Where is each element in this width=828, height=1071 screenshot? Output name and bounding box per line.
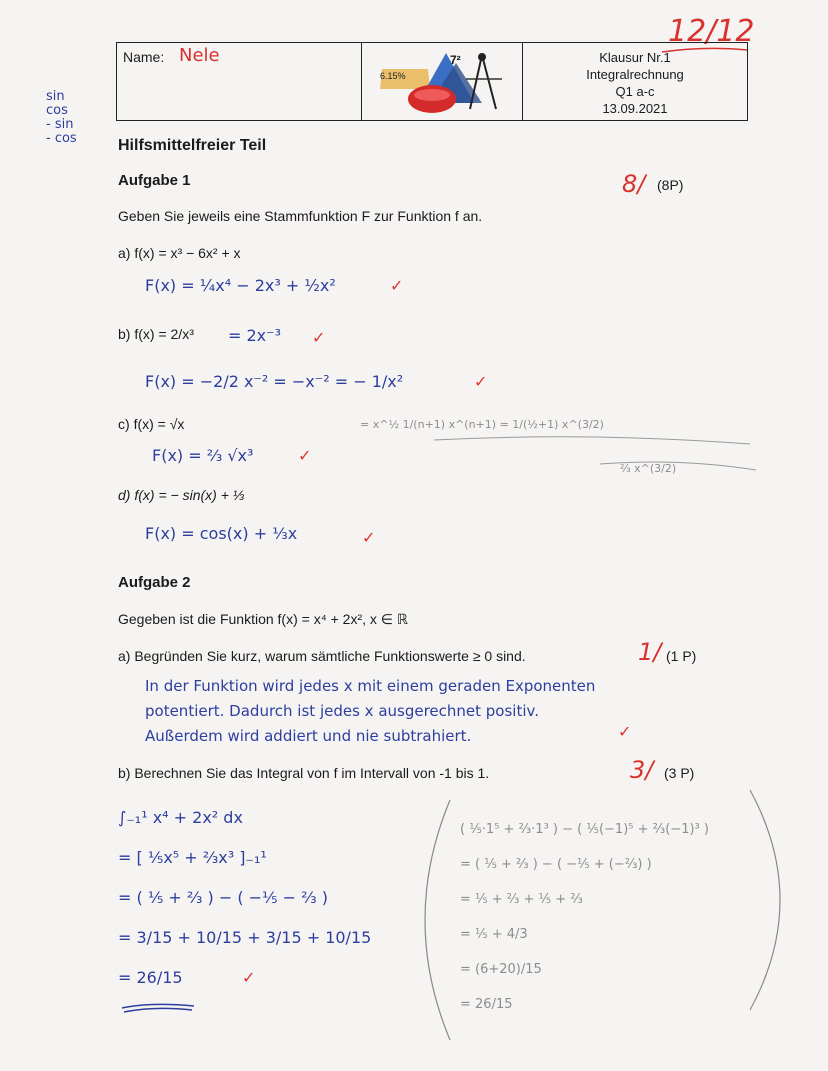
logo-percent: 6.15% <box>380 71 406 81</box>
exam-header <box>116 42 748 121</box>
task1-instruction: Geben Sie jeweils eine Stammfunktion F zur Funktion f an. <box>118 208 483 224</box>
task1-points: (8P) <box>657 177 684 193</box>
margin-note: sin <box>46 89 65 104</box>
work-line: = 26/15 <box>118 968 183 987</box>
task2-b-score: 3/ <box>630 756 654 784</box>
task2-b-question: Berechnen Sie das Integral von f im Intervall von -1 bis 1. <box>134 765 490 781</box>
side-line: = ( ⅕ + ⅔ ) − ( −⅕ + (−⅔) ) <box>460 857 652 872</box>
task1-b-label: b) <box>118 326 131 342</box>
work-line: ∫₋₁¹ x⁴ + 2x² dx <box>118 808 243 827</box>
task1-b <box>118 326 194 342</box>
task2-a-score: 1/ <box>638 638 662 666</box>
margin-note: cos <box>46 103 68 118</box>
task1-c-function: f(x) = √x <box>133 416 185 432</box>
work-line: = ( ⅕ + ⅔ ) − ( −⅕ − ⅔ ) <box>118 888 328 907</box>
task2-intro: Gegeben ist die Funktion f(x) = x⁴ + 2x², x ∈ ℝ <box>118 611 408 627</box>
task1-a-answer: F(x) = ¼x⁴ − 2x³ + ½x² <box>145 276 336 295</box>
task1-c <box>118 416 184 432</box>
logo-cell <box>362 43 523 120</box>
task1-b-rewrite: = 2x⁻³ <box>228 326 281 345</box>
task1-b-answer: F(x) = −2/2 x⁻² = −x⁻² = − 1/x² <box>145 372 404 391</box>
logo-power: 7² <box>450 53 461 67</box>
answer-line: In der Funktion wird jedes x mit einem geraden Exponenten <box>145 677 596 695</box>
name-cell <box>117 43 362 120</box>
margin-note: - sin <box>46 117 74 132</box>
task2-title: Aufgabe 2 <box>118 574 191 591</box>
margin-note: - cos <box>46 131 77 146</box>
side-work-strokes <box>430 430 760 480</box>
task2-a-label: a) <box>118 648 131 664</box>
work-line: = 3/15 + 10/15 + 3/15 + 10/15 <box>118 928 372 947</box>
side-line: ( ⅕·1⁵ + ⅔·1³ ) − ( ⅕(−1)⁵ + ⅔(−1)³ ) <box>460 822 709 837</box>
task2-a-question: Begründen Sie kurz, warum sämtliche Funktionswerte ≥ 0 sind. <box>134 648 526 664</box>
task2-b <box>118 765 489 781</box>
exam-date: 13.09.2021 <box>602 101 668 116</box>
task1-b-function: f(x) = 2/x³ <box>134 326 194 342</box>
check-mark: ✓ <box>362 528 376 547</box>
task2-b-side-work <box>460 812 709 1022</box>
exam-title: Klausur Nr.1 <box>599 50 671 65</box>
task1-d <box>118 487 244 503</box>
check-mark: ✓ <box>390 276 404 295</box>
task1-c-answer: F(x) = ⅔ √x³ <box>152 446 254 465</box>
answer-line: potentiert. Dadurch ist jedes x ausgerechnet positiv. <box>145 702 539 720</box>
task1-c-side-work-2: ⅔ x^(3/2) <box>620 462 677 475</box>
result-underline <box>120 1000 200 1014</box>
task1-d-label: d) <box>118 487 131 503</box>
exam-class: Q1 a-c <box>615 84 655 99</box>
task2-b-points: (3 P) <box>664 765 695 781</box>
check-mark: ✓ <box>312 328 326 347</box>
side-line: = 26/15 <box>460 997 513 1012</box>
task2-a <box>118 648 526 664</box>
side-line: = ⅕ + ⅔ + ⅕ + ⅔ <box>460 892 583 907</box>
math-logo <box>370 47 515 117</box>
side-line: = ⅕ + 4/3 <box>460 927 528 942</box>
task1-a-label: a) <box>118 245 131 261</box>
task1-title: Aufgabe 1 <box>118 172 191 189</box>
name-value: Nele <box>179 45 220 66</box>
check-mark: ✓ <box>242 968 256 987</box>
task2-b-label: b) <box>118 765 131 781</box>
section-title: Hilfsmittelfreier Teil <box>118 137 267 154</box>
task1-score: 8/ <box>622 170 646 198</box>
margin-notes <box>46 90 77 146</box>
exam-info-cell <box>523 43 747 126</box>
check-mark: ✓ <box>618 722 632 741</box>
task1-c-side-work: = x^½ 1/(n+1) x^(n+1) = 1/(½+1) x^(3/2) <box>360 418 604 431</box>
task2-a-answer <box>145 674 595 749</box>
task1-d-answer: F(x) = cos(x) + ⅓x <box>145 524 298 543</box>
task1-a-function: f(x) = x³ − 6x² + x <box>134 245 241 261</box>
task2-a-points: (1 P) <box>666 648 697 664</box>
work-line: = [ ⅕x⁵ + ⅔x³ ]₋₁¹ <box>118 848 267 867</box>
exam-topic: Integralrechnung <box>586 67 684 82</box>
side-line: = (6+20)/15 <box>460 962 542 977</box>
task1-a <box>118 245 241 261</box>
grade-score: 12/12 <box>668 14 755 49</box>
answer-line: Außerdem wird addiert und nie subtrahiert. <box>145 727 472 745</box>
task1-c-label: c) <box>118 416 130 432</box>
name-label: Name: <box>123 49 165 65</box>
check-mark: ✓ <box>298 446 312 465</box>
task1-d-function: f(x) = − sin(x) + ⅓ <box>134 487 245 503</box>
check-mark: ✓ <box>474 372 488 391</box>
